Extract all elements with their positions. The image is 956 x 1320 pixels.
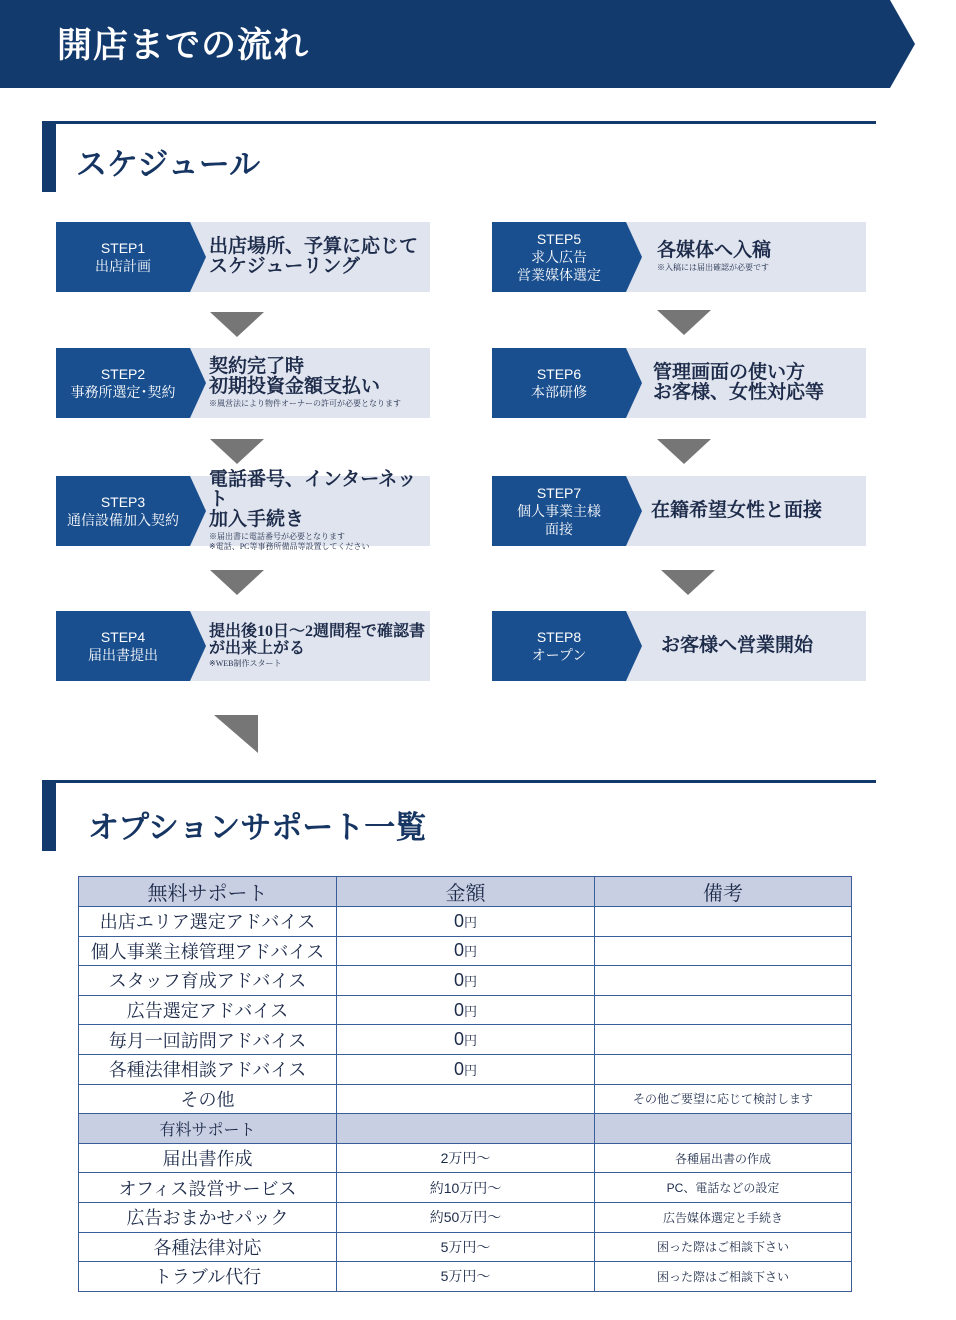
step-name: 求人広告 営業媒体選定 [517, 249, 601, 283]
price-unit: 円 [464, 973, 478, 989]
column-header: 無料サポート [79, 877, 337, 907]
cell-price [337, 1084, 595, 1114]
cell-price: 約50万円～ [337, 1202, 595, 1232]
section-divider [42, 780, 876, 783]
step-description: 提出後10日～2週間程で確認書 が出来上がる [209, 623, 426, 657]
table-row [79, 1202, 852, 1232]
cell-note [595, 966, 852, 996]
cell-price: 5万円～ [337, 1232, 595, 1262]
step-name: 通信設備加入契約 [67, 512, 179, 528]
down-arrow-icon [657, 439, 711, 465]
step-number: STEP8 [536, 629, 582, 645]
price-unit: 円 [464, 914, 478, 930]
price-value: 0 [453, 969, 464, 990]
step-note: ※風営法により物件オーナーの許可が必要となります [209, 399, 401, 408]
down-arrow-icon [210, 312, 264, 338]
cell-name: その他 [79, 1084, 337, 1114]
step-description: 電話番号、インターネット 加入手続き [209, 469, 417, 530]
step-number: STEP3 [100, 494, 146, 510]
step-note: ※入稿には届出確認が必要です [657, 263, 769, 272]
cell-name: 各種法律相談アドバイス [79, 1054, 337, 1084]
options-title: オプションサポート一覧 [88, 810, 427, 845]
step-7 [492, 476, 866, 546]
down-arrow-icon [657, 310, 711, 336]
step-name: 事務所選定･契約 [70, 384, 176, 400]
cell-name: 毎月一回訪問アドバイス [79, 1025, 337, 1055]
cell-name: 広告選定アドバイス [79, 995, 337, 1025]
step-8 [492, 611, 866, 681]
cell-name: 個人事業主様管理アドバイス [79, 936, 337, 966]
cell-note [595, 995, 852, 1025]
schedule-title: スケジュール [76, 147, 261, 182]
cell-price: 5万円～ [337, 1262, 595, 1292]
step-number: STEP2 [100, 366, 146, 382]
paid-support-header-row [79, 1114, 852, 1144]
table-row [79, 995, 852, 1025]
down-arrow-icon [210, 570, 264, 596]
step-name: 出店計画 [95, 258, 151, 274]
cell-name: スタッフ育成アドバイス [79, 966, 337, 996]
table-header-row [79, 877, 852, 907]
table-row [79, 1054, 852, 1084]
cell-note [595, 936, 852, 966]
cell-price [337, 966, 595, 996]
step-description: お客様へ営業開始 [661, 635, 814, 656]
step-number: STEP4 [100, 629, 146, 645]
table-row [79, 1025, 852, 1055]
step-6 [492, 348, 866, 418]
cell-name: 各種法律対応 [79, 1232, 337, 1262]
step-name: 個人事業主様 面接 [517, 503, 601, 537]
table-row [79, 1173, 852, 1203]
support-table [78, 876, 852, 1292]
price-unit: 円 [464, 1003, 478, 1019]
step-number: STEP7 [536, 485, 582, 501]
cell-note [595, 1025, 852, 1055]
cell-price [337, 936, 595, 966]
step-note: ※届出書に電話番号が必要となります ※電話、PC等事務所備品等設置してください [209, 532, 370, 551]
cell-name: トラブル代行 [79, 1262, 337, 1292]
price-value: 0 [453, 940, 464, 961]
table-row [79, 1084, 852, 1114]
section-accent-bar [42, 780, 56, 851]
cell-note: 各種届出書の作成 [595, 1143, 852, 1173]
step-note: ※WEB制作スタート [209, 659, 282, 668]
cell-name: 出店エリア選定アドバイス [79, 907, 337, 937]
step-5 [492, 222, 866, 292]
table-row [79, 936, 852, 966]
cell-price: 2万円～ [337, 1143, 595, 1173]
section-divider [42, 121, 876, 124]
cell-note [595, 907, 852, 937]
step-4 [56, 611, 430, 681]
step-1 [56, 222, 430, 292]
diagonal-arrow-icon [214, 715, 260, 755]
cell-note [595, 1054, 852, 1084]
step-3 [56, 469, 430, 551]
table-row [79, 966, 852, 996]
column-header: 備考 [595, 877, 852, 907]
price-unit: 円 [464, 1033, 478, 1049]
cell-note: PC、電話などの設定 [595, 1173, 852, 1203]
price-unit: 円 [464, 944, 478, 960]
header-banner [0, 0, 915, 88]
step-number: STEP6 [536, 366, 582, 382]
table-row [79, 1232, 852, 1262]
price-unit: 円 [464, 1062, 478, 1078]
column-header: 金額 [337, 877, 595, 907]
step-description: 各媒体へ入稿 [657, 240, 772, 261]
cell-price [337, 1054, 595, 1084]
table-row [79, 1262, 852, 1292]
down-arrow-icon [661, 570, 715, 596]
step-description: 契約完了時 初期投資金額支払い [209, 356, 381, 397]
cell-price [337, 907, 595, 937]
table-row [79, 907, 852, 937]
cell-note: 困った際はご相談下さい [595, 1232, 852, 1262]
price-value: 0 [453, 999, 464, 1020]
step-name: 本部研修 [531, 384, 587, 400]
cell-note: その他ご要望に応じて検討します [595, 1084, 852, 1114]
step-name: オープン [531, 647, 587, 663]
price-value: 0 [453, 1058, 464, 1079]
cell-note: 広告媒体選定と手続き [595, 1202, 852, 1232]
options-section-header [42, 780, 876, 851]
step-description: 出店場所、予算に応じて スケジューリング [209, 236, 419, 277]
step-description: 管理画面の使い方 お客様、女性対応等 [653, 362, 825, 403]
schedule-section-header [42, 121, 876, 192]
step-2 [56, 348, 430, 418]
cell-name: オフィス設営サービス [79, 1173, 337, 1203]
cell-note: 困った際はご相談下さい [595, 1262, 852, 1292]
price-value: 0 [453, 1029, 464, 1050]
cell-price [337, 995, 595, 1025]
cell-name: 届出書作成 [79, 1143, 337, 1173]
step-number: STEP5 [536, 231, 582, 247]
cell-price: 約10万円～ [337, 1173, 595, 1203]
cell-price [337, 1025, 595, 1055]
step-number: STEP1 [100, 240, 146, 256]
paid-support-header: 有料サポート [79, 1114, 337, 1144]
section-accent-bar [42, 121, 56, 192]
table-row [79, 1143, 852, 1173]
cell-name: 広告おまかせパック [79, 1202, 337, 1232]
page-title: 開店までの流れ [57, 26, 310, 65]
down-arrow-icon [210, 439, 264, 465]
step-name: 届出書提出 [88, 647, 158, 663]
price-value: 0 [453, 910, 464, 931]
step-description: 在籍希望女性と面接 [651, 500, 823, 521]
